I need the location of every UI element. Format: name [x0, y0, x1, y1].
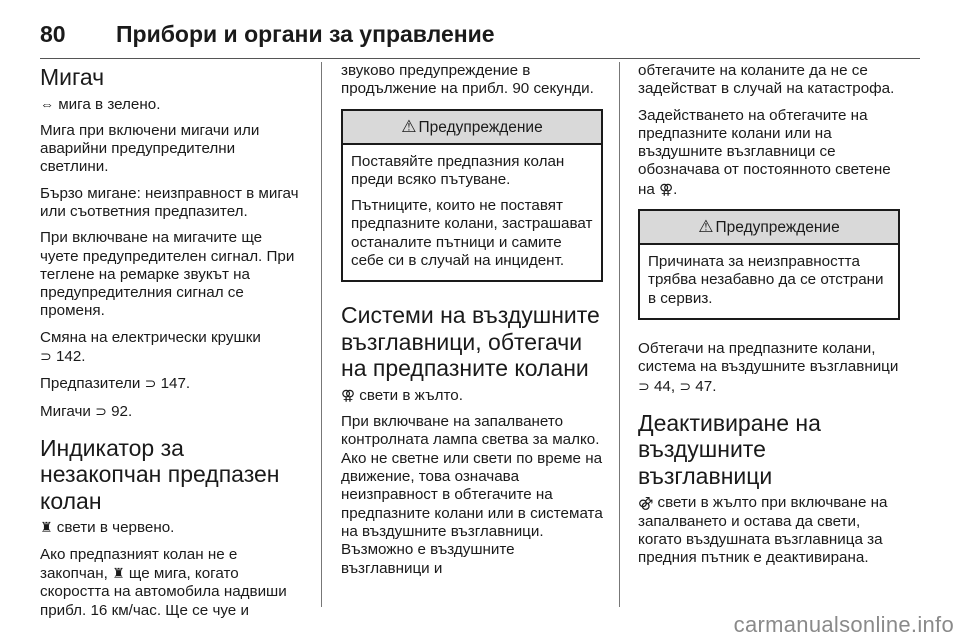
column-divider-1	[321, 62, 322, 607]
turn-signal-paragraph-3: При включване на мигачите ще чуете предупредителен сигнал. При теглене на ремарке звукът на предупредителния сигнал се променя.	[40, 229, 295, 320]
header-divider	[40, 58, 920, 59]
airbag-references: Обтегачи на предпазните колани, система на въздушните възглавници ⊃ 44, ⊃ 47.	[638, 339, 899, 395]
turn-signal-paragraph-2: Бързо мигане: неизправност в мигач или съответния предпазител.	[40, 184, 299, 220]
warning-body	[343, 145, 601, 281]
seat-belt-paragraph-1: Ако предпазният колан не е закопчан, ♜ ще мига, когато скоростта на автомобила надвиши прибл. 16 км/час. Ще се чуе и	[40, 545, 287, 619]
turn-signals-reference: Мигачи ⊃ 92.	[40, 402, 133, 420]
page-ref-icon: ⊃	[40, 348, 52, 365]
column-1	[40, 62, 302, 628]
bulbs-ref-link[interactable]: 142.	[55, 348, 86, 366]
page-ref-icon: ⊃	[144, 375, 157, 392]
heading-turn-signal: Мигач	[40, 64, 105, 90]
airbag-paragraph-1: При включване на запалването контролната лампа светва за малко. Ако не светне или свети по време на движение, това означава неизправност в обтегачите на предпазните колани или в системата на въздушните възглавници. Възможно е въздушните възглавници и	[341, 413, 603, 577]
turn-signal-paragraph-1: Мига при включени мигачи или аварийни предупредителни светлини.	[40, 121, 260, 176]
warning-body	[640, 245, 898, 318]
seat-belt-status: ♜ свети в червено.	[40, 519, 175, 537]
page-header	[40, 14, 920, 54]
column-2	[341, 62, 603, 586]
fuses-reference: Предпазители ⊃ 147.	[40, 375, 191, 393]
airbag-deploy-paragraph: Задействането на обтегачите на предпазните колани или на въздушните възглавници се обозначава от постоянното светене на ⚢.	[638, 106, 891, 198]
airbag-deactivation-paragraph: ⚣ свети в жълто при включване на запалването и остава да свети, когато въздушната възглавница за предния пътник е деактивирана.	[638, 494, 888, 567]
warning-paragraph-1: Поставяйте предпазния колан преди всяко пътуване.	[351, 152, 565, 188]
turn-signal-icon: ⇔	[40, 95, 54, 112]
airbag-icon: ⚢	[659, 180, 674, 197]
turn-signal-status: ⇔ мига в зелено.	[40, 95, 161, 113]
turn-signals-ref-link[interactable]: 92.	[111, 402, 133, 420]
continued-text: звуково предупреждение в продължение на прибл. 90 секунди.	[341, 62, 594, 98]
page-ref-icon: ⊃	[679, 377, 692, 394]
warning-title: ⚠ Предупреждение	[640, 211, 898, 245]
airbag-off-icon: ⚣	[638, 494, 654, 511]
page-ref-icon: ⊃	[638, 377, 650, 394]
warning-paragraph-1: Причината за неизправността трябва незабавно да се отстрани в сервиз.	[648, 253, 884, 307]
watermark: carmanualsonline.info	[733, 612, 954, 637]
heading-seat-belt: Индикатор за незакопчан предпазен колан	[40, 434, 280, 514]
page-ref-icon: ⊃	[95, 402, 107, 419]
continued-text: обтегачите на коланите да не се задействат в случай на катастрофа.	[638, 62, 895, 98]
airbag-icon: ⚢	[341, 386, 356, 403]
seat-belt-icon: ♜	[40, 519, 53, 536]
airbag-status: ⚢ свети в жълто.	[341, 386, 463, 404]
page-title: Прибори и органи за управление	[116, 20, 495, 47]
fuses-ref-link[interactable]: 147.	[160, 375, 191, 393]
page-number: 80	[40, 20, 66, 47]
bulbs-reference: Смяна на електрически крушки ⊃ 142.	[40, 328, 261, 366]
seat-belt-icon: ♜	[112, 565, 125, 582]
warning-icon: ⚠	[401, 116, 417, 136]
heading-airbag-deactivation: Деактивиране на въздушните възглавници	[638, 409, 821, 489]
warning-icon: ⚠	[698, 217, 714, 237]
warning-box-fault	[638, 209, 900, 320]
heading-airbag-systems: Системи на въздушните възглавници, обтегачи на предпазните колани	[341, 302, 600, 382]
column-divider-2	[619, 62, 620, 607]
warning-title: ⚠ Предупреждение	[343, 111, 601, 145]
warning-box-seat-belt	[341, 109, 603, 283]
column-3	[638, 62, 900, 576]
ref-link-47[interactable]: 47.	[695, 377, 717, 395]
ref-link-44[interactable]: 44,	[653, 377, 676, 395]
warning-paragraph-2: Пътниците, които не поставят предпазните колани, застрашават останалите пътници и самите себе си в случай на инцидент.	[351, 197, 593, 270]
